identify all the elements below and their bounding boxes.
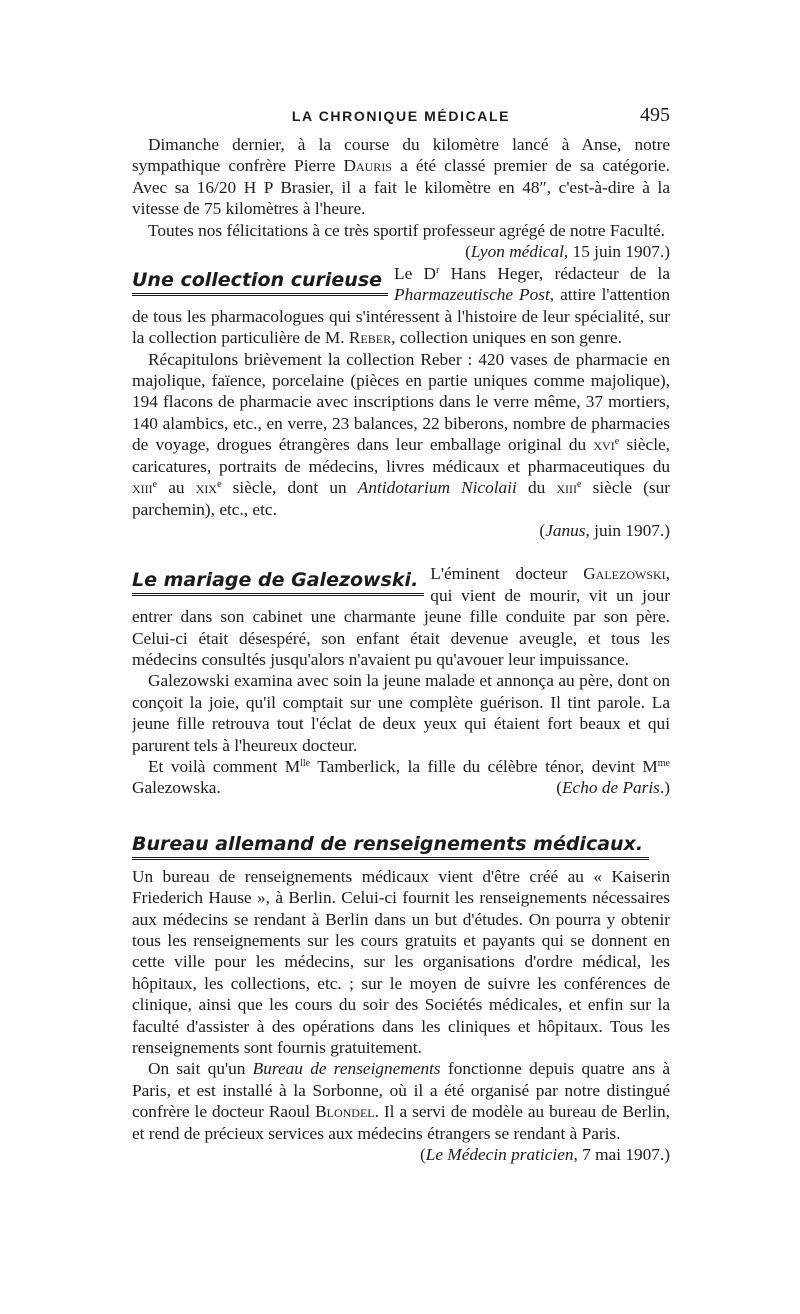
paragraph: L'éminent docteur Galezowski, qui vient de mourir, vit un jour entrer dans son cabinet une charmante jeune fille conduite par son père. Celui-ci était désespéré, son enfant était devenue aveugle, et tous les médecins consultés jusqu'alors n'avaient pu qu'avouer leur impuissance. — [132, 564, 670, 669]
article-bureau — [132, 827, 670, 1166]
source-citation: (Janus, juin 1907.) — [539, 520, 670, 540]
article-dauris — [132, 134, 670, 262]
paragraph: Un bureau de renseignements médicaux vient d'être créé au « Kaiserin Friederich Hause », à Berlin. Celui-ci fournit les renseignements nécessaires aux médecins se rendant à Berlin dans un but d'études. On pourra y obtenir tous les renseignements sur les cours gratuits et payants qui se donnent en cette ville pour les médecins, sur les organisations d'ordre médical, les hôpitaux, les collections, etc. ; sur le moyen de suivre les conférences de clinique, ainsi que les cours du soir des Sociétés médicales, et enfin sur la faculté d'assister à des opérations dans les cliniques et hôpitaux. Tous les renseignements sont fournis gratuitement. — [132, 866, 670, 1058]
paragraph: Le $D^r$ Hans Heger, rédacteur de la Pharmazeutische Post, attire l'attention de tous les pharmacologues qui s'intéressent à l'histoire de leur spécialité, sur la collection particulière de M. Reber, collection uniques en son genre. — [132, 264, 670, 348]
paragraph: Toutes nos félicitations à ce très sportif professeur agrégé de notre Faculté. (Lyon médical, 15 juin 1907.) — [148, 220, 670, 262]
journal-title: LA CHRONIQUE MÉDICALE — [291, 108, 511, 124]
article-heading: Le mariage de Galezowski. — [132, 563, 424, 596]
source-citation: (Le Médecin praticien, 7 mai 1907.) — [419, 1145, 670, 1165]
page-number: 495 — [640, 104, 670, 126]
source-citation: (Echo de Paris.) — [556, 778, 670, 798]
paragraph: Dimanche dernier, à la course du kilomètre lancé à Anse, notre sympathique confrère Pierre Dauris a été classé premier de sa catégorie. Avec sa 16/20 H P Brasier, il a fait le kilomètre en 48″, c'est-à-dire à la vitesse de 75 kilomètres à l'heure. — [132, 135, 670, 219]
article-heading: Bureau allemand de renseignements médicaux. — [132, 827, 649, 860]
paragraph: On sait qu'un Bureau de renseignements fonctionne depuis quatre ans à Paris, et est installé à la Sorbonne, où il a été organisé par notre distingué confrère le docteur Raoul Blondel. Il a servi de modèle au bureau de Berlin, et rend de précieux services aux médecins étrangers se rendant à Paris. (Le Médecin praticien, 7 mai 1907.) — [132, 1059, 670, 1165]
article-collection — [132, 263, 670, 541]
article-galezowski — [132, 563, 670, 798]
paragraph: Galezowski examina avec soin la jeune malade et annonça au père, dont on conçoit la joie, qu'il comptait sur une complète guérison. Il tint parole. La jeune fille retrouva tout l'éclat de deux yeux qui étaient fort beaux et qui parurent tels à l'heureux docteur. — [132, 671, 670, 755]
paragraph: Récapitulons brièvement la collection Reber : 420 vases de pharmacie en majolique, faïence, porcelaine (pièces en partie uniques comme majolique), 194 flacons de pharmacie avec inscriptions dans le verre même, 37 mortiers, 140 alambics, etc., en verre, 23 balances, 22 biberons, nombre de pharmacies de voyage, drogues étrangères dans leur emballage original du xvi$^e$ siècle, caricatures, portraits de médecins, livres médicaux et pharmaceutiques du xiii$^e$ au xix$^e$ siècle, dont un Antidotarium Nicolaii du xiii$^e$ siècle (sur parchemin), etc., etc. — [132, 349, 670, 519]
paragraph: Et voilà comment $M^{lle}$ Tamberlick, la fille du célèbre ténor, devint $M^{me}$ Galezowska. (Echo de Paris.) — [132, 756, 670, 798]
source-citation: (Lyon médical, 15 juin 1907.) — [465, 242, 670, 262]
running-head — [132, 104, 670, 134]
author-name: Dauris — [343, 156, 392, 176]
article-heading: Une collection curieuse — [132, 263, 388, 296]
